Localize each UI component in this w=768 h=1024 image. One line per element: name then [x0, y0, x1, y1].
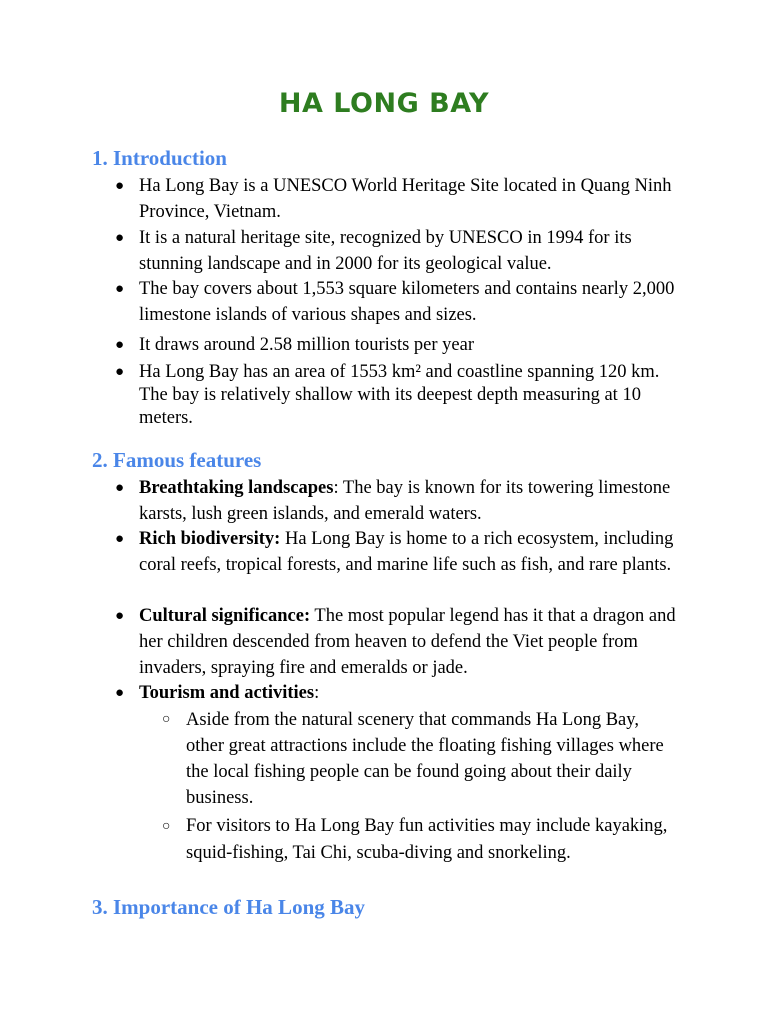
- list-item-text: It is a natural heritage site, recognized by UNESCO in 1994 for its stunning landscape and in 2000 for its geological value.: [139, 228, 632, 274]
- list-item: [115, 603, 679, 681]
- list-item-bold-label: Tourism and activities: [139, 683, 315, 703]
- sub-list-item: [162, 813, 676, 867]
- list-item: [115, 361, 679, 430]
- list-item: [115, 225, 679, 277]
- list-item: [115, 332, 679, 358]
- bullet-icon: ●: [115, 281, 125, 297]
- hollow-bullet-icon: ○: [162, 819, 171, 834]
- list-item: [115, 173, 679, 225]
- sub-list-item: [162, 707, 676, 811]
- section-heading-famous-features: 2. Famous features: [92, 448, 262, 472]
- list-item-text: Ha Long Bay is a UNESCO World Heritage Site located in Quang Ninh Province, Vietnam.: [139, 176, 672, 222]
- list-item-text: The bay covers about 1,553 square kilometers and contains nearly 2,000 limestone islands of various shapes and sizes.: [139, 279, 675, 325]
- list-item-text: Ha Long Bay has an area of 1553 km² and coastline spanning 120 km. The bay is relatively shallow with its deepest depth measuring at 10 meters.: [139, 362, 660, 428]
- list-item-text: : The bay is known for its towering limestone karsts, lush green islands, and emerald waters.: [139, 478, 671, 524]
- list-item: [115, 276, 679, 328]
- list-item-text: Ha Long Bay is home to a rich ecosystem, including coral reefs, tropical forests, and marine life such as fish, and rare plants.: [139, 529, 674, 575]
- list-item: [115, 680, 679, 706]
- section-heading-importance: 3. Importance of Ha Long Bay: [92, 895, 365, 919]
- list-item-text: The most popular legend has it that a dragon and her children descended from heaven to defend the Viet people from invaders, spraying fire and emeralds or jade.: [139, 606, 676, 678]
- list-item: [115, 475, 679, 527]
- list-item-text: :: [314, 683, 320, 703]
- bullet-icon: ●: [115, 364, 125, 380]
- bullet-icon: ●: [115, 531, 125, 547]
- sub-list-item-text: Aside from the natural scenery that commands Ha Long Bay, other great attractions include the floating fishing villages where the local fishing people can be found going about their daily business.: [186, 710, 664, 808]
- bullet-icon: ●: [115, 230, 125, 246]
- bullet-icon: ●: [115, 480, 125, 496]
- bullet-icon: ●: [115, 608, 125, 624]
- list-item-bold-label: Breathtaking landscapes: [139, 478, 334, 498]
- bullet-icon: ●: [115, 685, 125, 701]
- hollow-bullet-icon: ○: [162, 712, 171, 727]
- bullet-icon: ●: [115, 337, 125, 353]
- list-item-text: It draws around 2.58 million tourists per year: [139, 335, 474, 355]
- sub-list-item-text: For visitors to Ha Long Bay fun activities may include kayaking, squid-fishing, Tai Chi, scuba-diving and snorkeling.: [186, 816, 668, 863]
- section-heading-introduction: 1. Introduction: [92, 146, 227, 170]
- list-item-bold-label: Cultural significance:: [139, 606, 311, 626]
- page-title: HA LONG BAY: [278, 88, 490, 119]
- bullet-icon: ●: [115, 178, 125, 194]
- list-item-bold-label: Rich biodiversity:: [139, 529, 281, 549]
- list-item: [115, 526, 679, 578]
